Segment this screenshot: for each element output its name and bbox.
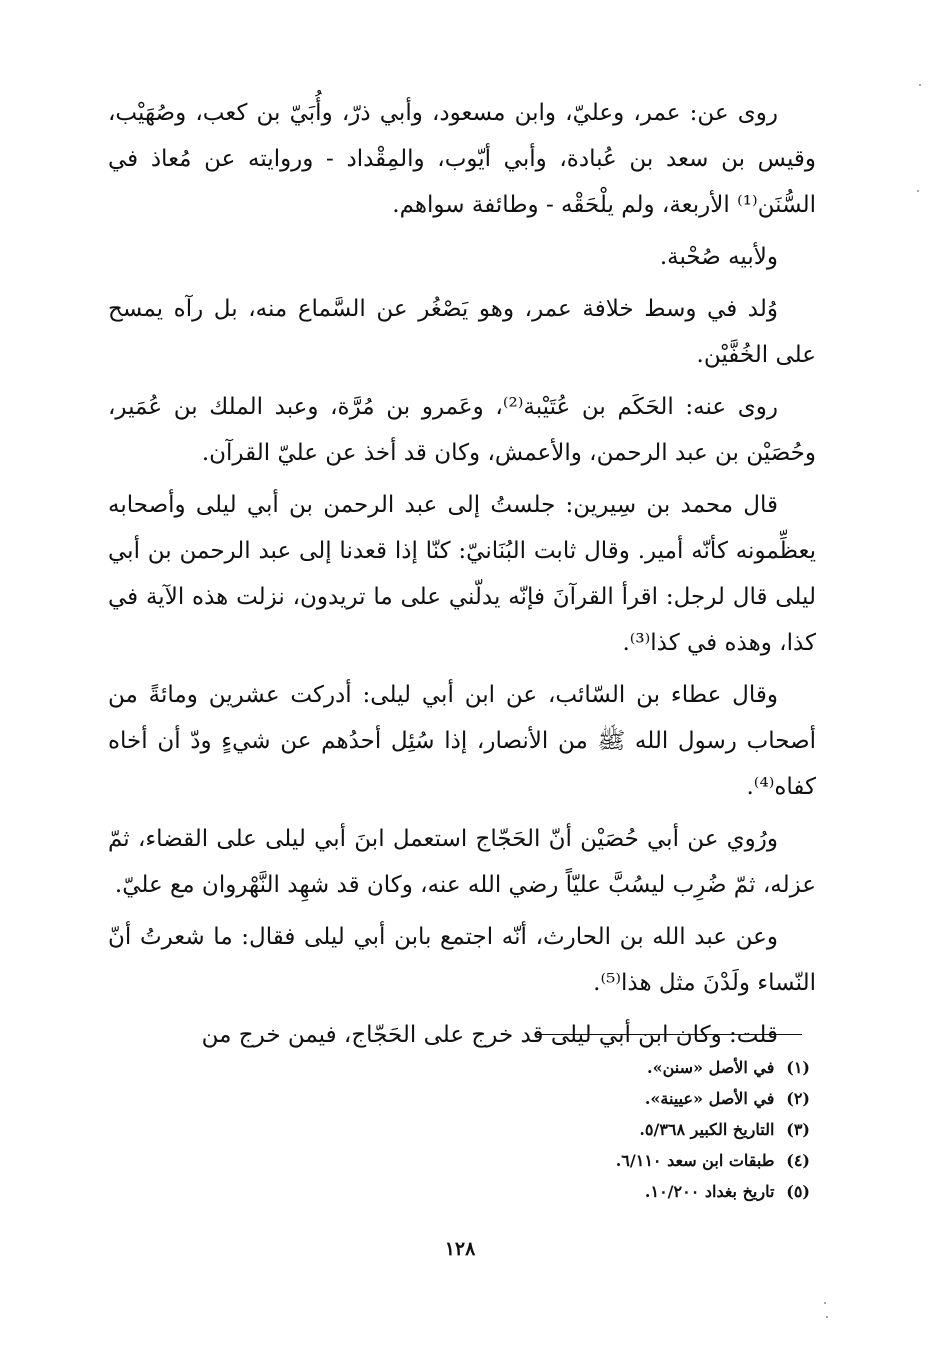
- footnote-text: تاريخ بغداد ١٠/٢٠٠.: [644, 1182, 775, 1201]
- footnote-text: التاريخ الكبير ٥/٣٦٨.: [639, 1120, 775, 1139]
- footnote-item: [360, 1145, 810, 1176]
- scan-speck: [919, 84, 921, 86]
- footnote-text: في الأصل «عيينة».: [644, 1089, 775, 1108]
- paragraph-birth: وُلد في وسط خلافة عمر، وهو يَصْغُر عن السَّماع منه، بل رآه يمسح على الخُفَّيْن.: [108, 296, 816, 368]
- paragraph-students: روى عنه: الحَكَم بن عُتَيْبة⁽²⁾، وعَمرو بن مُرَّة، وعبد الملك بن عُمَير، وحُصَيْن بن عبد الرحمن، والأعمش، وكان قد أخذ عن عليّ القرآن.: [108, 394, 816, 466]
- footnote-text: في الأصل «سنن».: [647, 1058, 775, 1077]
- footnote-number: (٥): [786, 1182, 810, 1201]
- footnote-item: [360, 1052, 810, 1083]
- paragraph-qultu: قلت: وكان ابن أبي ليلى قد خرج على الحَجّاج، فيمن خرج من: [201, 1022, 778, 1048]
- scan-speck: [824, 1302, 826, 1304]
- footnote-number: (٣): [786, 1120, 810, 1139]
- footnotes: [360, 1052, 810, 1207]
- scan-speck: [826, 1316, 828, 1318]
- footnote-divider: [537, 1034, 802, 1035]
- footnote-text: طبقات ابن سعد ٦/١١٠.: [615, 1151, 775, 1170]
- scan-speck: [917, 190, 919, 192]
- footnote-item: [360, 1176, 810, 1207]
- paragraph-narrators: روى عن: عمر، وعليّ، وابن مسعود، وأبي ذرّ، وأُبَيّ بن كعب، وصُهَيْب، وقيس بن سعد بن عُبادة، وأبي أيّوب، والمِقْداد - وروايته عن مُعاذ في السُّنَن⁽¹⁾ الأربعة، ولم يلْحَقْه - وطائفة سواهم.: [108, 100, 816, 218]
- paragraph-ibn-sirin: قال محمد بن سِيرين: جلستُ إلى عبد الرحمن بن أبي ليلى وأصحابه يعظِّمونه كأنّه أمير. وقال ثابت البُنَانيّ: كنّا إذا قعدنا إلى عبد الرحمن بن أبي ليلى قال لرجل: اقرأ القرآنَ فإنّه يدلّني على ما تريدون، نزلت هذه الآية في كذا، وهذه في كذا⁽³⁾.: [108, 492, 816, 656]
- footnote-number: (٢): [786, 1089, 810, 1108]
- paragraph-ata: وقال عطاء بن السّائب، عن ابن أبي ليلى: أدركت عشرين ومائةً من أصحاب رسول الله ﷺ من الأنصار، إذا سُئِل أحدُهم عن شيءٍ ودّ أن أخاه كفاه⁽⁴⁾.: [108, 682, 816, 800]
- page-number: ١٢٨: [444, 1238, 476, 1260]
- paragraph-hajjaj: ورُوي عن أبي حُصَيْن أنّ الحَجّاج استعمل ابنَ أبي ليلى على القضاء، ثمّ عزله، ثمّ ضُرِب ليسُبَّ عليّاً رضي الله عنه، وكان قد شهِد النَّهْروان مع عليّ.: [108, 826, 816, 898]
- footnote-item: [360, 1114, 810, 1145]
- footnote-item: [360, 1083, 810, 1114]
- main-text: [108, 90, 816, 1058]
- paragraph-father-companion: ولأبيه صُحْبة.: [659, 244, 778, 270]
- footnote-number: (٤): [786, 1151, 810, 1170]
- paragraph-abdullah-harith: وعن عبد الله بن الحارث، أنّه اجتمع بابن أبي ليلى فقال: ما شعرتُ أنّ النّساء ولَدْنَ مثل هذا⁽⁵⁾.: [108, 924, 816, 996]
- footnote-number: (١): [786, 1058, 810, 1077]
